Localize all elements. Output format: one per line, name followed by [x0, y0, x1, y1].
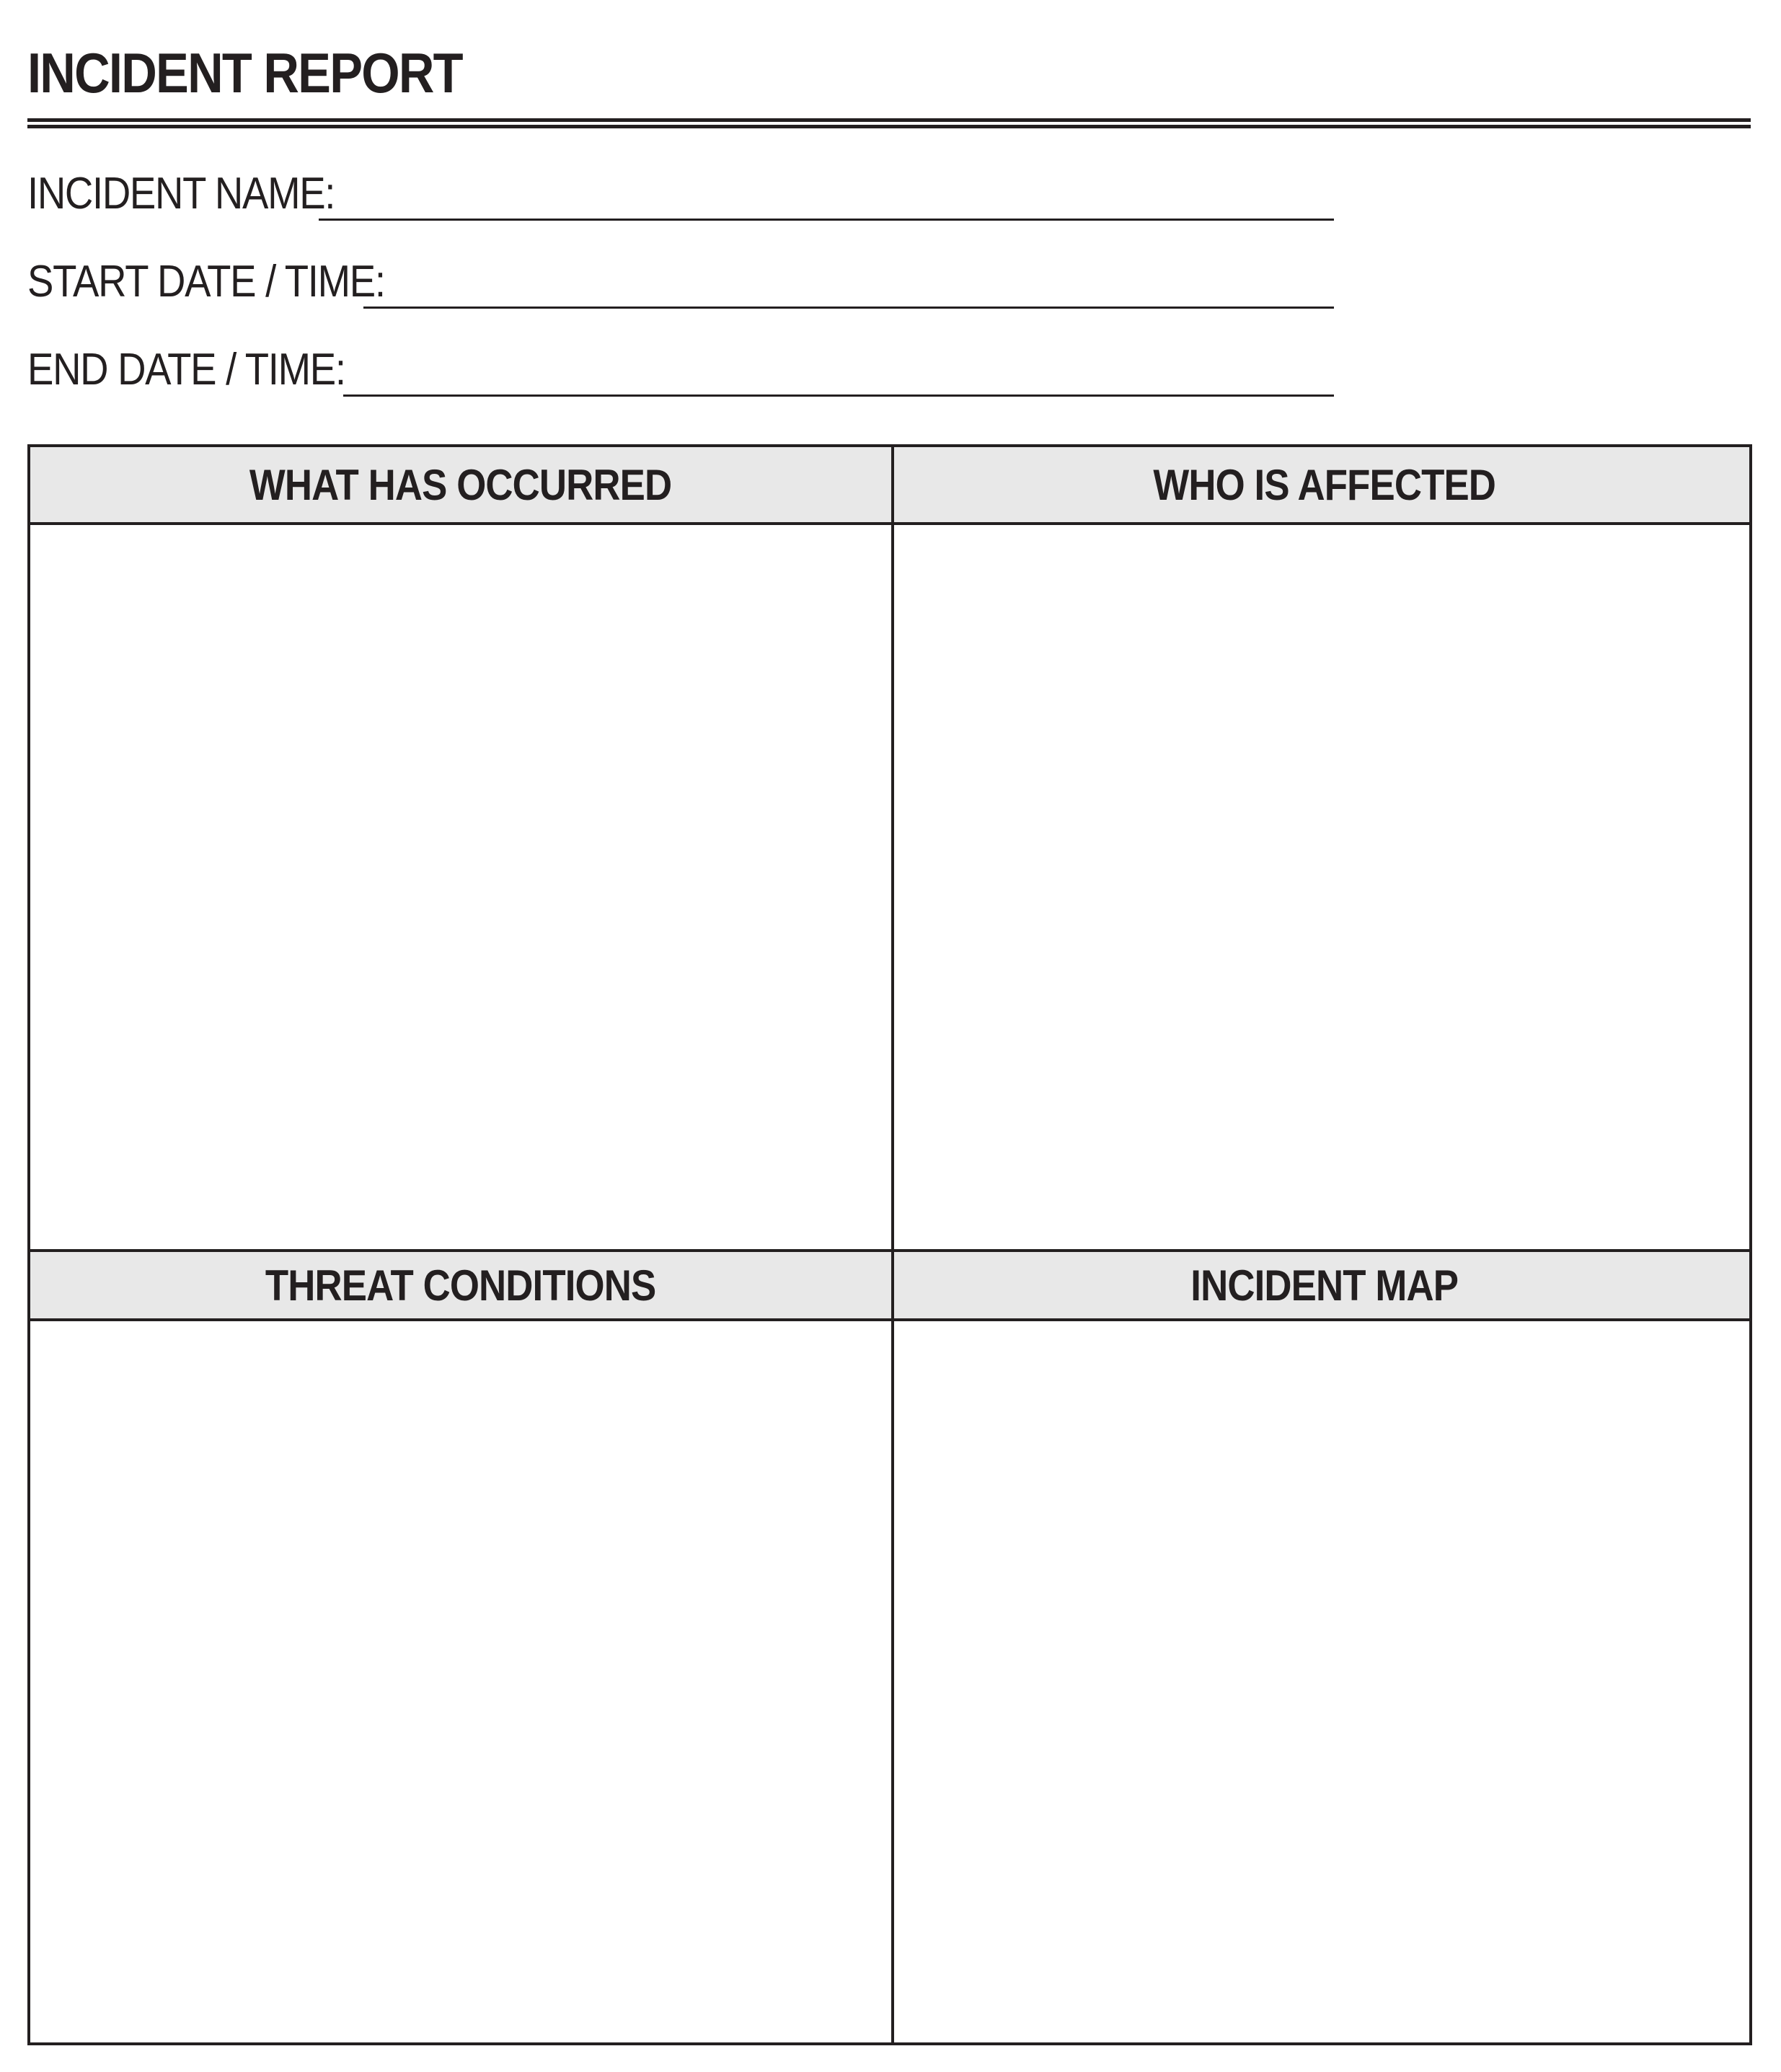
end-date-time-input-line[interactable] [343, 394, 1334, 397]
title-rule-top [27, 118, 1751, 122]
incident-name-field [27, 170, 1334, 221]
end-date-time-label: END DATE / TIME: [27, 345, 345, 394]
threat-conditions-box[interactable] [30, 1321, 890, 2042]
top-header-band [30, 447, 1749, 525]
page-title: INCIDENT REPORT [27, 41, 462, 105]
start-date-time-field [27, 258, 1334, 309]
report-grid [27, 444, 1752, 2045]
start-date-time-input-line[interactable] [363, 307, 1334, 309]
what-has-occurred-box[interactable] [30, 525, 890, 1249]
who-is-affected-box[interactable] [894, 525, 1754, 1249]
incident-name-label: INCIDENT NAME: [27, 169, 335, 219]
end-date-time-field [27, 346, 1334, 397]
incident-name-input-line[interactable] [319, 219, 1334, 221]
title-rule-bottom [27, 125, 1751, 128]
what-has-occurred-heading: WHAT HAS OCCURRED [249, 460, 672, 509]
bottom-header-band [30, 1249, 1749, 1321]
incident-map-heading: INCIDENT MAP [1190, 1261, 1459, 1310]
incident-map-box[interactable] [894, 1321, 1754, 2042]
start-date-time-label: START DATE / TIME: [27, 257, 385, 307]
threat-conditions-heading: THREAT CONDITIONS [265, 1261, 656, 1310]
column-divider [891, 447, 894, 2042]
who-is-affected-heading: WHO IS AFFECTED [1153, 460, 1496, 509]
